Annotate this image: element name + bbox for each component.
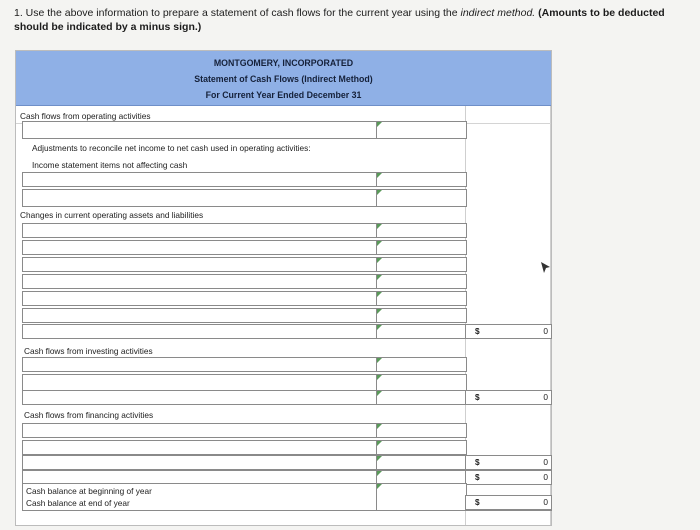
financing-description-input[interactable] [23, 441, 376, 454]
financing-amount-input[interactable] [376, 424, 466, 437]
financing-input-row[interactable] [22, 440, 467, 455]
operating-total-description-input[interactable] [23, 325, 376, 338]
changes-amount-input[interactable] [376, 275, 466, 288]
cash-balance-box [22, 483, 467, 511]
statement-period: For Current Year Ended December 31 [205, 90, 362, 100]
investing-total [465, 390, 552, 405]
financing-total-label-input[interactable] [22, 455, 467, 470]
operating-input-row[interactable] [22, 121, 467, 139]
changes-amount-input[interactable] [376, 292, 466, 305]
statement-title: Statement of Cash Flows (Indirect Method) [194, 74, 373, 84]
operating-total [465, 324, 552, 339]
currency-symbol: $ [475, 392, 480, 402]
noncash-input-row[interactable] [22, 189, 467, 207]
changes-description-input[interactable] [23, 309, 376, 322]
investing-amount-input[interactable] [376, 358, 466, 371]
changes-input-row[interactable] [22, 240, 467, 255]
investing-total-description-input[interactable] [23, 391, 376, 404]
investing-total-value: 0 [543, 392, 548, 402]
cash-end-total [465, 495, 552, 511]
currency-symbol: $ [475, 326, 480, 336]
changes-input-row[interactable] [22, 291, 467, 306]
mouse-cursor-icon [541, 262, 551, 274]
noncash-description-input[interactable] [23, 190, 376, 206]
statement-header [16, 51, 551, 106]
cash-end-label: Cash balance at end of year [26, 498, 130, 508]
financing-total [465, 455, 552, 470]
investing-total-amount-input[interactable] [376, 391, 466, 404]
investing-description-input[interactable] [23, 358, 376, 371]
financing-amount-input[interactable] [376, 441, 466, 454]
investing-amount-input[interactable] [376, 375, 466, 391]
financing-total-description-input[interactable] [23, 456, 376, 469]
noncash-heading: Income statement items not affecting cash [32, 160, 188, 170]
changes-heading: Changes in current operating assets and liabilities [20, 210, 204, 220]
operating-description-input[interactable] [23, 122, 376, 138]
cash-end-value: 0 [543, 497, 548, 507]
changes-amount-input[interactable] [376, 309, 466, 322]
investing-total-label-input[interactable] [22, 390, 467, 405]
financing-total-value: 0 [543, 457, 548, 467]
changes-description-input[interactable] [23, 258, 376, 271]
financing-input-row[interactable] [22, 423, 467, 438]
cash-flow-statement [15, 50, 552, 526]
currency-symbol: $ [475, 472, 480, 482]
changes-amount-input[interactable] [376, 258, 466, 271]
cash-balance-labels [23, 484, 376, 510]
cash-begin-label: Cash balance at beginning of year [26, 486, 152, 496]
changes-description-input[interactable] [23, 224, 376, 237]
currency-symbol: $ [475, 457, 480, 467]
changes-input-row[interactable] [22, 274, 467, 289]
operating-total-amount-input[interactable] [376, 325, 466, 338]
instructions-method: indirect method. [460, 7, 536, 19]
changes-input-row[interactable] [22, 308, 467, 323]
noncash-input-row[interactable] [22, 172, 467, 187]
net-change-value: 0 [543, 472, 548, 482]
investing-heading: Cash flows from investing activities [24, 346, 153, 356]
investing-input-row[interactable] [22, 357, 467, 372]
changes-description-input[interactable] [23, 241, 376, 254]
operating-total-value: 0 [543, 326, 548, 336]
adjustments-heading: Adjustments to reconcile net income to net cash used in operating activities: [32, 143, 311, 153]
changes-input-row[interactable] [22, 257, 467, 272]
investing-description-input[interactable] [23, 375, 376, 391]
net-change-total [465, 470, 552, 485]
currency-symbol: $ [475, 497, 480, 507]
operating-total-label-input[interactable] [22, 324, 467, 339]
financing-description-input[interactable] [23, 424, 376, 437]
cash-begin-amount-input[interactable] [376, 484, 466, 510]
company-name: MONTGOMERY, INCORPORATED [213, 58, 354, 68]
instructions-note: (Amounts to be deducted should be indicated by a minus sign.) [14, 7, 665, 33]
financing-total-amount-input[interactable] [376, 456, 466, 469]
financing-heading: Cash flows from financing activities [24, 410, 154, 420]
changes-description-input[interactable] [23, 275, 376, 288]
operating-amount-input[interactable] [376, 122, 466, 138]
changes-amount-input[interactable] [376, 241, 466, 254]
changes-description-input[interactable] [23, 292, 376, 305]
noncash-amount-input[interactable] [376, 173, 466, 186]
instructions [14, 6, 690, 34]
noncash-amount-input[interactable] [376, 190, 466, 206]
noncash-description-input[interactable] [23, 173, 376, 186]
instructions-prefix: 1. Use the above information to prepare a statement of cash flows for the current year using the [14, 7, 461, 19]
changes-input-row[interactable] [22, 223, 467, 238]
operating-heading: Cash flows from operating activities [20, 111, 151, 121]
changes-amount-input[interactable] [376, 224, 466, 237]
